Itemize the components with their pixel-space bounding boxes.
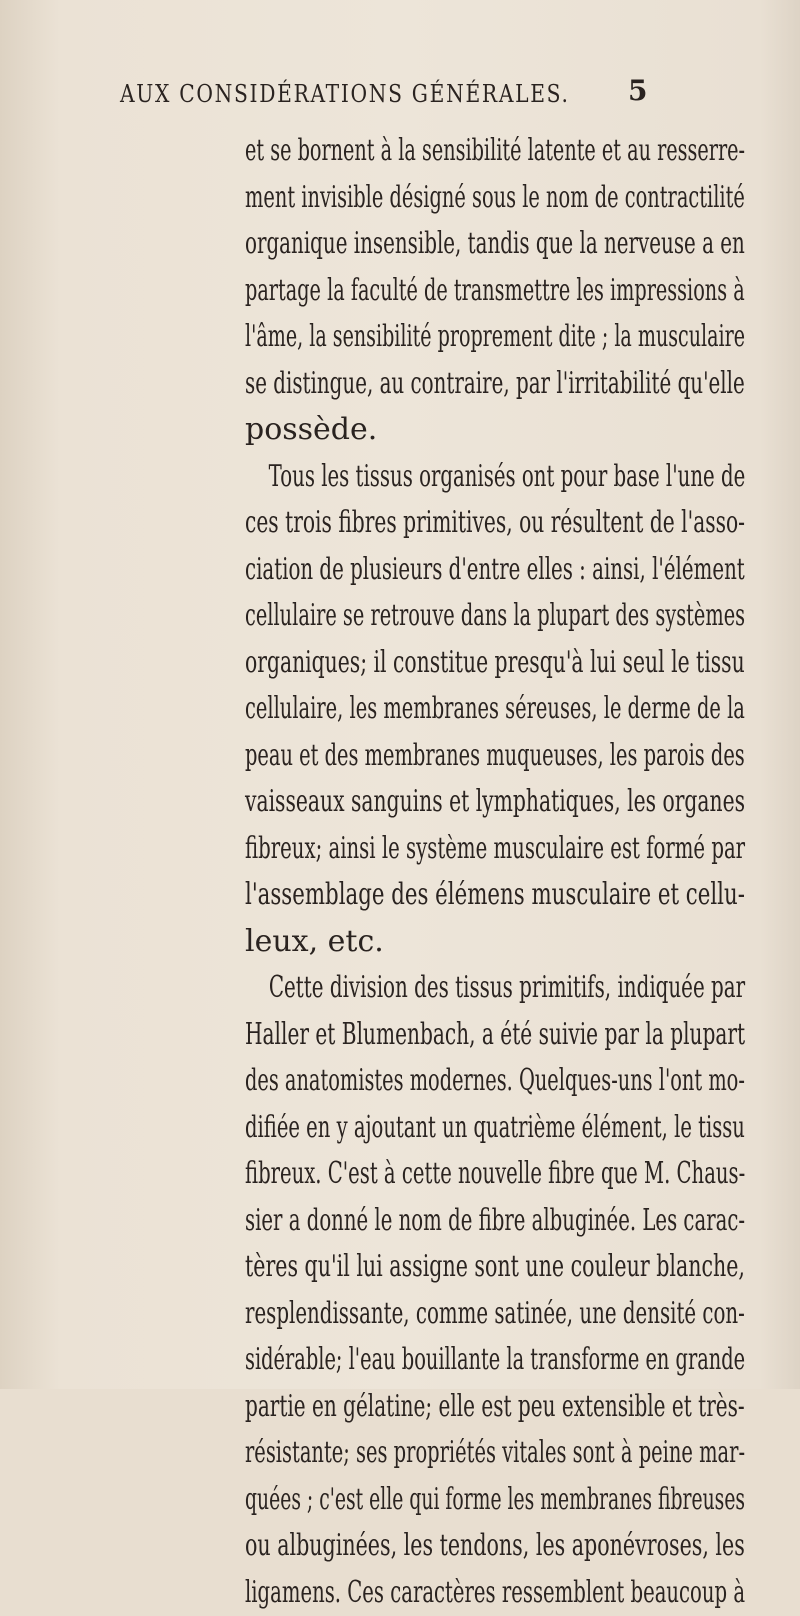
text-line: résistante; ses propriétés vitales sont à peine mar-	[245, 1430, 569, 1477]
text-line: ces trois fibres primitives, ou résultent de l'asso-	[245, 500, 582, 547]
text-line: organique insensible, tandis que la nerveuse a en	[245, 221, 576, 268]
text-line: et se bornent à la sensibilité latente et au resserre-	[245, 128, 566, 175]
text-line: l'assemblage des élémens musculaire et cellu-	[245, 872, 600, 919]
text-line: l'âme, la sensibilité proprement dite ; la musculaire	[245, 314, 563, 361]
text-line: cellulaire se retrouve dans la plupart des systèmes	[245, 593, 568, 640]
text-line: cellulaire, les membranes séreuses, le derme de la	[245, 686, 569, 733]
text-line: se distingue, au contraire, par l'irritabilité qu'elle	[245, 361, 576, 408]
text-line: Haller et Blumenbach, a été suivie par la plupart	[245, 1012, 581, 1059]
page-number: 5	[628, 74, 647, 107]
text-line: tères qu'il lui assigne sont une couleur blanche,	[245, 1244, 588, 1291]
running-header: AUX CONSIDÉRATIONS GÉNÉRALES.	[120, 80, 575, 108]
text-line: possède.	[245, 407, 745, 454]
text-line: fibreux; ainsi le système musculaire est formé par	[245, 826, 573, 873]
text-line: sier a donné le nom de fibre albuginée. Les carac-	[245, 1198, 573, 1245]
text-line: ciation de plusieurs d'entre elles : ainsi, l'élément	[245, 547, 575, 594]
text-line: partie en gélatine; elle est peu extensible et très-	[245, 1384, 579, 1431]
text-line: ligamens. Ces caractères ressemblent beaucoup à	[245, 1570, 572, 1616]
text-line: peau et des membranes muqueuses, les parois des	[245, 733, 568, 780]
text-line: des anatomistes modernes. Quelques-uns l'ont mo-	[245, 1058, 568, 1105]
text-line: ou albuginées, les tendons, les aponévroses, les	[245, 1523, 588, 1570]
text-line: resplendissante, comme satinée, une densité con-	[245, 1291, 575, 1338]
text-line: vaisseaux sanguins et lymphatiques, les organes	[245, 779, 583, 826]
text-line: difiée en y ajoutant un quatrième élément, le tissu	[245, 1105, 571, 1152]
paragraph-start-line: Cette division des tissus primitifs, indiquée par	[245, 965, 576, 1012]
text-line: partage la faculté de transmettre les impressions à	[245, 268, 566, 315]
text-line: organiques; il constitue presqu'à lui seul le tissu	[245, 640, 584, 687]
text-line: sidérable; l'eau bouillante la transforme en grande	[245, 1337, 568, 1384]
text-line: quées ; c'est elle qui forme les membranes fibreuses	[245, 1477, 558, 1524]
text-line: ment invisible désigné sous le nom de contractilité	[245, 175, 568, 222]
paragraph-start-line: Tous les tissus organisés ont pour base l'une de	[245, 454, 574, 501]
text-line: fibreux. C'est à cette nouvelle fibre que M. Chaus-	[245, 1151, 572, 1198]
text-line: leux, etc.	[245, 919, 745, 966]
body-text	[245, 128, 745, 1616]
